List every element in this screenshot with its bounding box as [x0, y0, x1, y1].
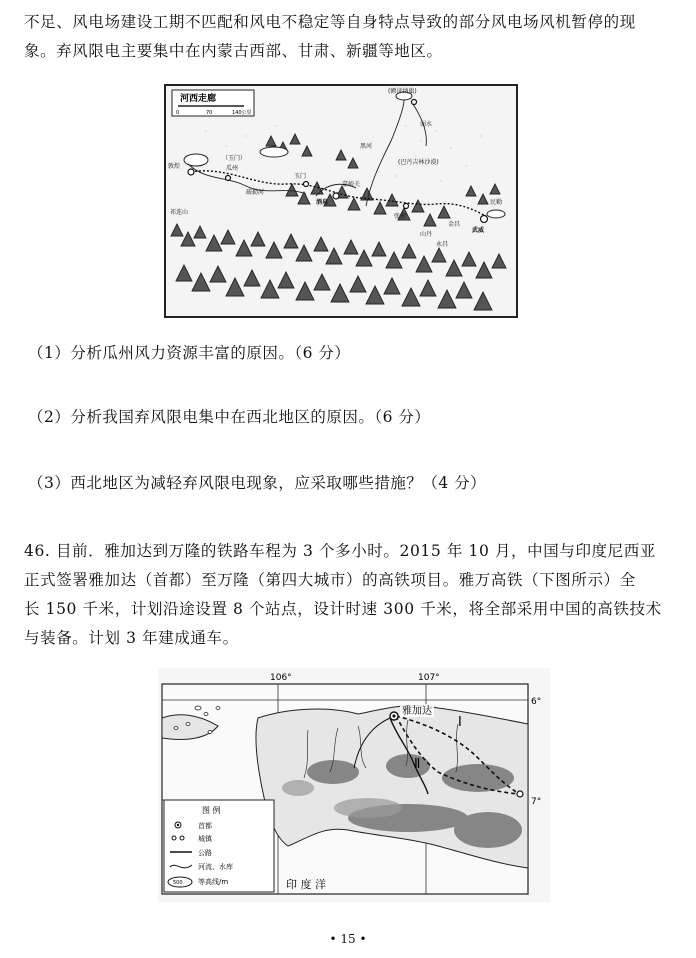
map1-scale-0: 0	[176, 110, 180, 116]
q46-line-2: 正式签署雅加达（首都）至万隆（第四大城市）的高铁项目。雅万高铁（下图所示）全	[24, 571, 636, 589]
legend-road: 公路	[198, 849, 212, 857]
town-icon	[172, 836, 176, 840]
label-ejina: (额济纳旗)	[388, 88, 417, 95]
lake-east	[487, 210, 505, 218]
java-map-drawing	[158, 668, 550, 902]
legend-contour-value: 500	[173, 880, 183, 886]
intro-line-1: 不足、风电场建设工期不匹配和风电不稳定等自身特点导致的部分风电场风机暂停的现	[24, 13, 636, 31]
legend-town: 城镇	[198, 835, 212, 843]
map1-scale-70: 70	[206, 110, 213, 116]
lon-107: 107°	[418, 673, 440, 683]
hexi-corridor-map	[164, 84, 518, 318]
question-2: （2）分析我国弃风限电集中在西北地区的原因。（6 分）	[28, 408, 431, 426]
lat-6: 6°	[531, 697, 542, 707]
label-shule: 疏勒河	[246, 189, 265, 196]
lake-west	[184, 154, 208, 166]
label-jiayuguan: 嘉峪关	[342, 181, 361, 188]
map1-scale-140: 140公里	[232, 110, 252, 116]
q46-line-4: 与装备。计划 3 年建成通车。	[24, 629, 239, 647]
lon-106: 106°	[270, 673, 292, 683]
label-yumen-top: （玉门）	[222, 155, 247, 162]
java-railway-map	[158, 668, 550, 902]
label-heihe: 黑河	[360, 143, 373, 150]
legend-river: 河流、水库	[198, 863, 233, 871]
page-number: • 15 •	[329, 932, 367, 946]
label-shandan: 山丹	[420, 231, 433, 238]
label-dunhuang: 敦煌	[168, 163, 181, 170]
question-1: （1）分析瓜州风力资源丰富的原因。（6 分）	[28, 344, 351, 362]
label-jakarta: 雅加达	[402, 706, 432, 717]
label-indian-ocean: 印 度 洋	[286, 878, 326, 891]
question-3: （3）西北地区为减轻弃风限电现象，应采取哪些措施？（4 分）	[28, 474, 487, 492]
label-yongchang: 永昌	[436, 241, 449, 248]
label-route-I: Ⅰ	[458, 715, 462, 730]
legend-contour: 等高线/m	[198, 878, 229, 886]
label-wuwei: 武威	[472, 227, 485, 234]
legend-capital: 首都	[198, 822, 212, 830]
label-yumen: 玉门	[294, 173, 307, 180]
label-zhangye: 张掖	[394, 213, 407, 220]
hexi-map-drawing	[166, 86, 516, 316]
label-guazhou: 瓜州	[226, 165, 239, 172]
intro-line-2: 象。弃风限电主要集中在内蒙古西部、甘肃、新疆等地区。	[24, 42, 443, 60]
legend-title: 图 例	[202, 806, 221, 815]
label-route-II: Ⅱ	[414, 757, 421, 772]
desert-texture	[205, 125, 482, 182]
legend	[164, 800, 274, 892]
bandung-marker	[517, 791, 523, 797]
q46-line-1: 46. 目前．雅加达到万隆的铁路车程为 3 个多小时。2015 年 10 月，中国与印度尼西亚	[24, 542, 656, 560]
label-north-river: 弱水	[420, 121, 433, 128]
label-jiuquan: 酒泉	[316, 199, 329, 206]
q46-line-3: 长 150 千米，计划沿途设置 8 个站点，设计时速 300 千米，将全部采用中国的高铁技术	[24, 600, 662, 618]
map1-title: 河西走廊	[180, 94, 217, 104]
lake-central	[260, 147, 288, 157]
label-qilian: 祁连山	[170, 209, 189, 216]
lat-7: 7°	[531, 797, 542, 807]
intro-paragraph	[24, 8, 672, 66]
label-jinchang: 金昌	[448, 221, 461, 228]
question-46-paragraph	[24, 537, 672, 653]
label-minqin: 民勤	[490, 199, 503, 206]
label-badain: (巴丹吉林沙漠)	[398, 159, 439, 166]
